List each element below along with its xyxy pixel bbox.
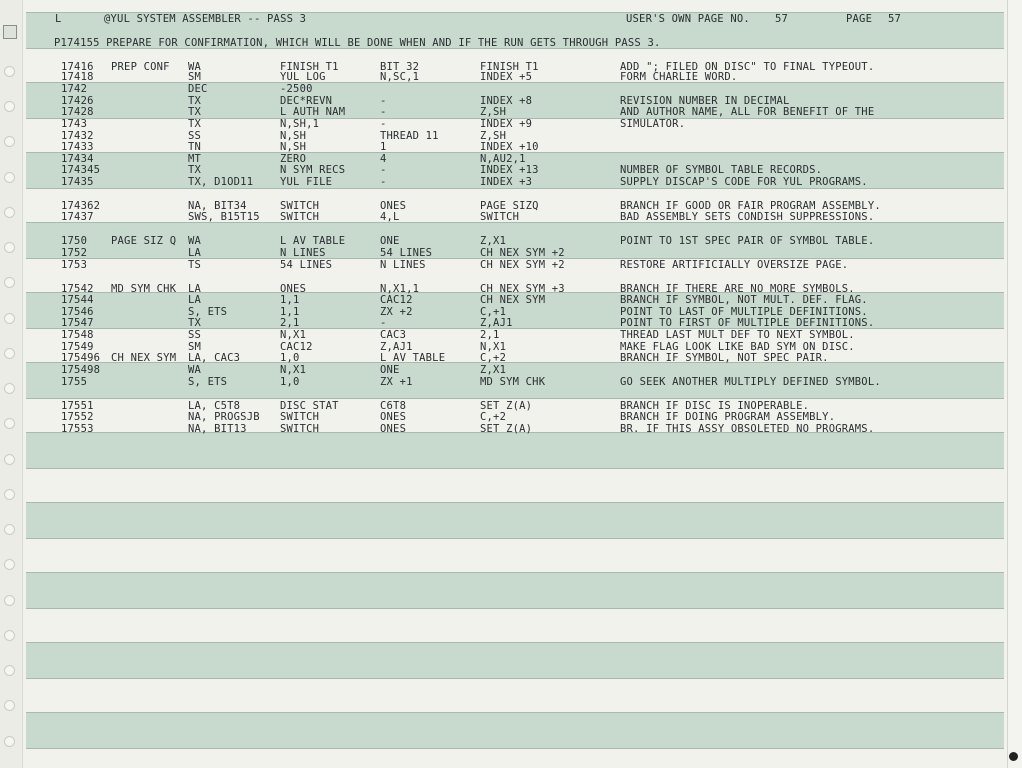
address2-field: ONES xyxy=(380,423,407,435)
address2-field: BIT 32 xyxy=(380,61,420,73)
location-field: 17542 xyxy=(61,283,94,295)
address3-field: Z,X1 xyxy=(480,364,507,376)
address3-field: SET Z(A) xyxy=(480,400,533,412)
address2-field: - xyxy=(380,164,387,176)
location-field: 1742 xyxy=(61,83,88,95)
opcode-field: S, ETS xyxy=(188,306,228,318)
address3-field: CH NEX SYM xyxy=(480,294,546,306)
comment-field: ADD "; FILED ON DISC" TO FINAL TYPEOUT. xyxy=(620,61,875,73)
comment-field: THREAD LAST MULT DEF TO NEXT SYMBOL. xyxy=(620,329,855,341)
comment-field: RESTORE ARTIFICIALLY OVERSIZE PAGE. xyxy=(620,259,849,271)
opcode-field: TX xyxy=(188,317,202,329)
location-field: 17435 xyxy=(61,176,94,188)
opcode-field: SS xyxy=(188,329,202,341)
address3-field: INDEX +5 xyxy=(480,71,533,83)
opcode-field: LA xyxy=(188,294,202,306)
comment-field: POINT TO FIRST OF MULTIPLE DEFINITIONS. xyxy=(620,317,875,329)
address3-field: SWITCH xyxy=(480,211,520,223)
opcode-field: TX xyxy=(188,118,202,130)
location-field: 17547 xyxy=(61,317,94,329)
address3-field: C,+2 xyxy=(480,411,507,423)
location-field: 174362 xyxy=(61,200,101,212)
address1-field: N,SH,1 xyxy=(280,118,320,130)
location-field: 1743 xyxy=(61,118,88,130)
comment-field: FORM CHARLIE WORD. xyxy=(620,71,738,83)
listing-row xyxy=(0,164,1022,176)
address3-field: MD SYM CHK xyxy=(480,376,546,388)
address1-field: YUL FILE xyxy=(280,176,333,188)
green-bar xyxy=(26,572,1004,609)
address3-field: INDEX +3 xyxy=(480,176,533,188)
comment-field: SUPPLY DISCAP'S CODE FOR YUL PROGRAMS. xyxy=(620,176,868,188)
comment-field: POINT TO LAST OF MULTIPLE DEFINITIONS. xyxy=(620,306,868,318)
page-number: 57 xyxy=(888,13,902,25)
address2-field: 4,L xyxy=(380,211,400,223)
address2-field: - xyxy=(380,95,387,107)
address1-field: YUL LOG xyxy=(280,71,326,83)
listing-row xyxy=(0,423,1022,435)
address2-field: THREAD 11 xyxy=(380,130,439,142)
location-field: 17434 xyxy=(61,153,94,165)
location-field: 17428 xyxy=(61,106,94,118)
location-field: 17544 xyxy=(61,294,94,306)
address1-field: L AUTH NAM xyxy=(280,106,346,118)
comment-field: BAD ASSEMBLY SETS CONDISH SUPPRESSIONS. xyxy=(620,211,875,223)
address3-field: FINISH T1 xyxy=(480,61,539,73)
listing-row xyxy=(0,71,1022,83)
address1-field: N,X1 xyxy=(280,329,307,341)
address2-field: CAC3 xyxy=(380,329,407,341)
address3-field: C,+1 xyxy=(480,306,507,318)
address3-field: INDEX +13 xyxy=(480,164,539,176)
listing-row xyxy=(0,176,1022,188)
address2-field: - xyxy=(380,118,387,130)
address2-field: ZX +1 xyxy=(380,376,413,388)
opcode-field: NA, BIT34 xyxy=(188,200,247,212)
opcode-field: TX xyxy=(188,164,202,176)
opcode-field: TS xyxy=(188,259,202,271)
address2-field: ONES xyxy=(380,200,407,212)
location-field: 17416 xyxy=(61,61,94,73)
location-field: 17546 xyxy=(61,306,94,318)
label-field: PREP CONF xyxy=(111,61,170,73)
header-title: @YUL SYSTEM ASSEMBLER -- PASS 3 xyxy=(104,13,307,25)
opcode-field: WA xyxy=(188,235,202,247)
address1-field: N LINES xyxy=(280,247,326,259)
address2-field: N,SC,1 xyxy=(380,71,420,83)
opcode-field: LA, CAC3 xyxy=(188,352,241,364)
listing-row xyxy=(0,211,1022,223)
label-field: MD SYM CHK xyxy=(111,283,177,295)
opcode-field: LA, C5T8 xyxy=(188,400,241,412)
opcode-field: NA, BIT13 xyxy=(188,423,247,435)
opcode-field: LA xyxy=(188,247,202,259)
listing-row xyxy=(0,83,1022,95)
listing-row xyxy=(0,329,1022,341)
address1-field: SWITCH xyxy=(280,423,320,435)
address1-field: 2,1 xyxy=(280,317,300,329)
address3-field: CH NEX SYM +2 xyxy=(480,247,565,259)
feed-hole xyxy=(4,630,15,641)
listing-row xyxy=(0,118,1022,130)
note-line xyxy=(0,37,1022,49)
listing-row xyxy=(0,141,1022,153)
green-bar xyxy=(26,712,1004,749)
address2-field: CAC12 xyxy=(380,294,413,306)
location-field: 17551 xyxy=(61,400,94,412)
address1-field: N,SH xyxy=(280,141,307,153)
address1-field: FINISH T1 xyxy=(280,61,339,73)
prepare-note: P174155 PREPARE FOR CONFIRMATION, WHICH WILL BE DONE WHEN AND IF THE RUN GETS THROUGH PASS 3. xyxy=(54,37,661,49)
address1-field: N,X1 xyxy=(280,364,307,376)
address1-field: 1,0 xyxy=(280,376,300,388)
listing-row xyxy=(0,352,1022,364)
address3-field: C,+2 xyxy=(480,352,507,364)
comment-field: NUMBER OF SYMBOL TABLE RECORDS. xyxy=(620,164,823,176)
location-field: 175498 xyxy=(61,364,101,376)
green-bar xyxy=(26,432,1004,469)
address3-field: Z,AJ1 xyxy=(480,317,513,329)
opcode-field: SM xyxy=(188,341,202,353)
opcode-field: DEC xyxy=(188,83,208,95)
comment-field: BRANCH IF DOING PROGRAM ASSEMBLY. xyxy=(620,411,836,423)
address1-field: DEC*REVN xyxy=(280,95,333,107)
opcode-field: SWS, B15T15 xyxy=(188,211,260,223)
location-field: 17437 xyxy=(61,211,94,223)
listing-row xyxy=(0,106,1022,118)
address2-field: L AV TABLE xyxy=(380,352,446,364)
comment-field: BRANCH IF DISC IS INOPERABLE. xyxy=(620,400,810,412)
listing-row xyxy=(0,317,1022,329)
address2-field: N,X1,1 xyxy=(380,283,420,295)
feed-hole xyxy=(4,595,15,606)
listing-row xyxy=(0,364,1022,376)
user-page-number: 57 xyxy=(775,13,789,25)
address3-field: PAGE SIZQ xyxy=(480,200,539,212)
location-field: 1750 xyxy=(61,235,88,247)
page-header xyxy=(0,13,1022,25)
opcode-field: SS xyxy=(188,130,202,142)
label-field: CH NEX SYM xyxy=(111,352,177,364)
address2-field: N LINES xyxy=(380,259,426,271)
address1-field: 1,1 xyxy=(280,306,300,318)
green-bar xyxy=(26,642,1004,679)
location-field: 17432 xyxy=(61,130,94,142)
comment-field: BRANCH IF SYMBOL, NOT SPEC PAIR. xyxy=(620,352,829,364)
address2-field: - xyxy=(380,176,387,188)
address1-field: -2500 xyxy=(280,83,313,95)
address1-field: N SYM RECS xyxy=(280,164,346,176)
feed-hole xyxy=(4,700,15,711)
opcode-field: TX, D1OD11 xyxy=(188,176,254,188)
address2-field: - xyxy=(380,317,387,329)
location-field: 17433 xyxy=(61,141,94,153)
opcode-field: MT xyxy=(188,153,202,165)
address1-field: 54 LINES xyxy=(280,259,333,271)
address3-field: SET Z(A) xyxy=(480,423,533,435)
comment-field: BRANCH IF SYMBOL, NOT MULT. DEF. FLAG. xyxy=(620,294,868,306)
feed-hole xyxy=(4,559,15,570)
address2-field: ONES xyxy=(380,411,407,423)
address3-field: Z,SH xyxy=(480,106,507,118)
address1-field: SWITCH xyxy=(280,411,320,423)
listing-row xyxy=(0,247,1022,259)
address3-field: N,X1 xyxy=(480,341,507,353)
address2-field: ONE xyxy=(380,364,400,376)
page-label: PAGE xyxy=(846,13,873,25)
feed-hole xyxy=(4,454,15,465)
address2-field: 54 LINES xyxy=(380,247,433,259)
listing-row xyxy=(0,259,1022,271)
location-field: 174345 xyxy=(61,164,101,176)
location-field: 17426 xyxy=(61,95,94,107)
opcode-field: TN xyxy=(188,141,202,153)
address1-field: SWITCH xyxy=(280,200,320,212)
address3-field: INDEX +9 xyxy=(480,118,533,130)
location-field: 1752 xyxy=(61,247,88,259)
address1-field: ZERO xyxy=(280,153,307,165)
address2-field: Z,AJ1 xyxy=(380,341,413,353)
address3-field: INDEX +8 xyxy=(480,95,533,107)
address3-field: CH NEX SYM +2 xyxy=(480,259,565,271)
address1-field: L AV TABLE xyxy=(280,235,346,247)
comment-field: REVISION NUMBER IN DECIMAL xyxy=(620,95,790,107)
address3-field: Z,SH xyxy=(480,130,507,142)
opcode-field: WA xyxy=(188,364,202,376)
opcode-field: TX xyxy=(188,95,202,107)
opcode-field: SM xyxy=(188,71,202,83)
comment-field: GO SEEK ANOTHER MULTIPLY DEFINED SYMBOL. xyxy=(620,376,881,388)
comment-field: AND AUTHOR NAME, ALL FOR BENEFIT OF THE xyxy=(620,106,875,118)
address1-field: SWITCH xyxy=(280,211,320,223)
listing-row xyxy=(0,235,1022,247)
comment-field: MAKE FLAG LOOK LIKE BAD SYM ON DISC. xyxy=(620,341,855,353)
feed-hole xyxy=(4,524,15,535)
location-field: 175496 xyxy=(61,352,101,364)
user-page-label: USER'S OWN PAGE NO. xyxy=(626,13,750,25)
opcode-field: TX xyxy=(188,106,202,118)
address1-field: 1,1 xyxy=(280,294,300,306)
feed-hole xyxy=(4,489,15,500)
feed-hole xyxy=(4,736,15,747)
address2-field: 1 xyxy=(380,141,387,153)
label-field: PAGE SIZ Q xyxy=(111,235,177,247)
address1-field: 1,0 xyxy=(280,352,300,364)
address1-field: N,SH xyxy=(280,130,307,142)
location-field: 17553 xyxy=(61,423,94,435)
comment-field: BR. IF THIS ASSY OBSOLETED NO PROGRAMS. xyxy=(620,423,875,435)
comment-field: BRANCH IF THERE ARE NO MORE SYMBOLS. xyxy=(620,283,855,295)
address2-field: C6T8 xyxy=(380,400,407,412)
opcode-field: LA xyxy=(188,283,202,295)
green-bar xyxy=(26,502,1004,539)
address1-field: CAC12 xyxy=(280,341,313,353)
address3-field: INDEX +10 xyxy=(480,141,539,153)
location-field: 17552 xyxy=(61,411,94,423)
address1-field: DISC STAT xyxy=(280,400,339,412)
comment-field: POINT TO 1ST SPEC PAIR OF SYMBOL TABLE. xyxy=(620,235,875,247)
address3-field: CH NEX SYM +3 xyxy=(480,283,565,295)
location-field: 1755 xyxy=(61,376,88,388)
opcode-field: NA, PROGSJB xyxy=(188,411,260,423)
ink-spot xyxy=(1009,752,1018,761)
location-field: 1753 xyxy=(61,259,88,271)
comment-field: SIMULATOR. xyxy=(620,118,686,130)
address3-field: 2,1 xyxy=(480,329,500,341)
address2-field: ZX +2 xyxy=(380,306,413,318)
location-field: 17548 xyxy=(61,329,94,341)
listing-row xyxy=(0,294,1022,306)
address3-field: N,AU2,1 xyxy=(480,153,526,165)
location-field: 17418 xyxy=(61,71,94,83)
listing-row xyxy=(0,411,1022,423)
location-field: 17549 xyxy=(61,341,94,353)
address2-field: ONE xyxy=(380,235,400,247)
address2-field: 4 xyxy=(380,153,387,165)
opcode-field: S, ETS xyxy=(188,376,228,388)
listing-row xyxy=(0,376,1022,388)
address3-field: Z,X1 xyxy=(480,235,507,247)
address1-field: ONES xyxy=(280,283,307,295)
address2-field: - xyxy=(380,106,387,118)
comment-field: BRANCH IF GOOD OR FAIR PROGRAM ASSEMBLY. xyxy=(620,200,881,212)
feed-hole xyxy=(4,665,15,676)
opcode-field: WA xyxy=(188,61,202,73)
level-letter: L xyxy=(55,13,62,25)
